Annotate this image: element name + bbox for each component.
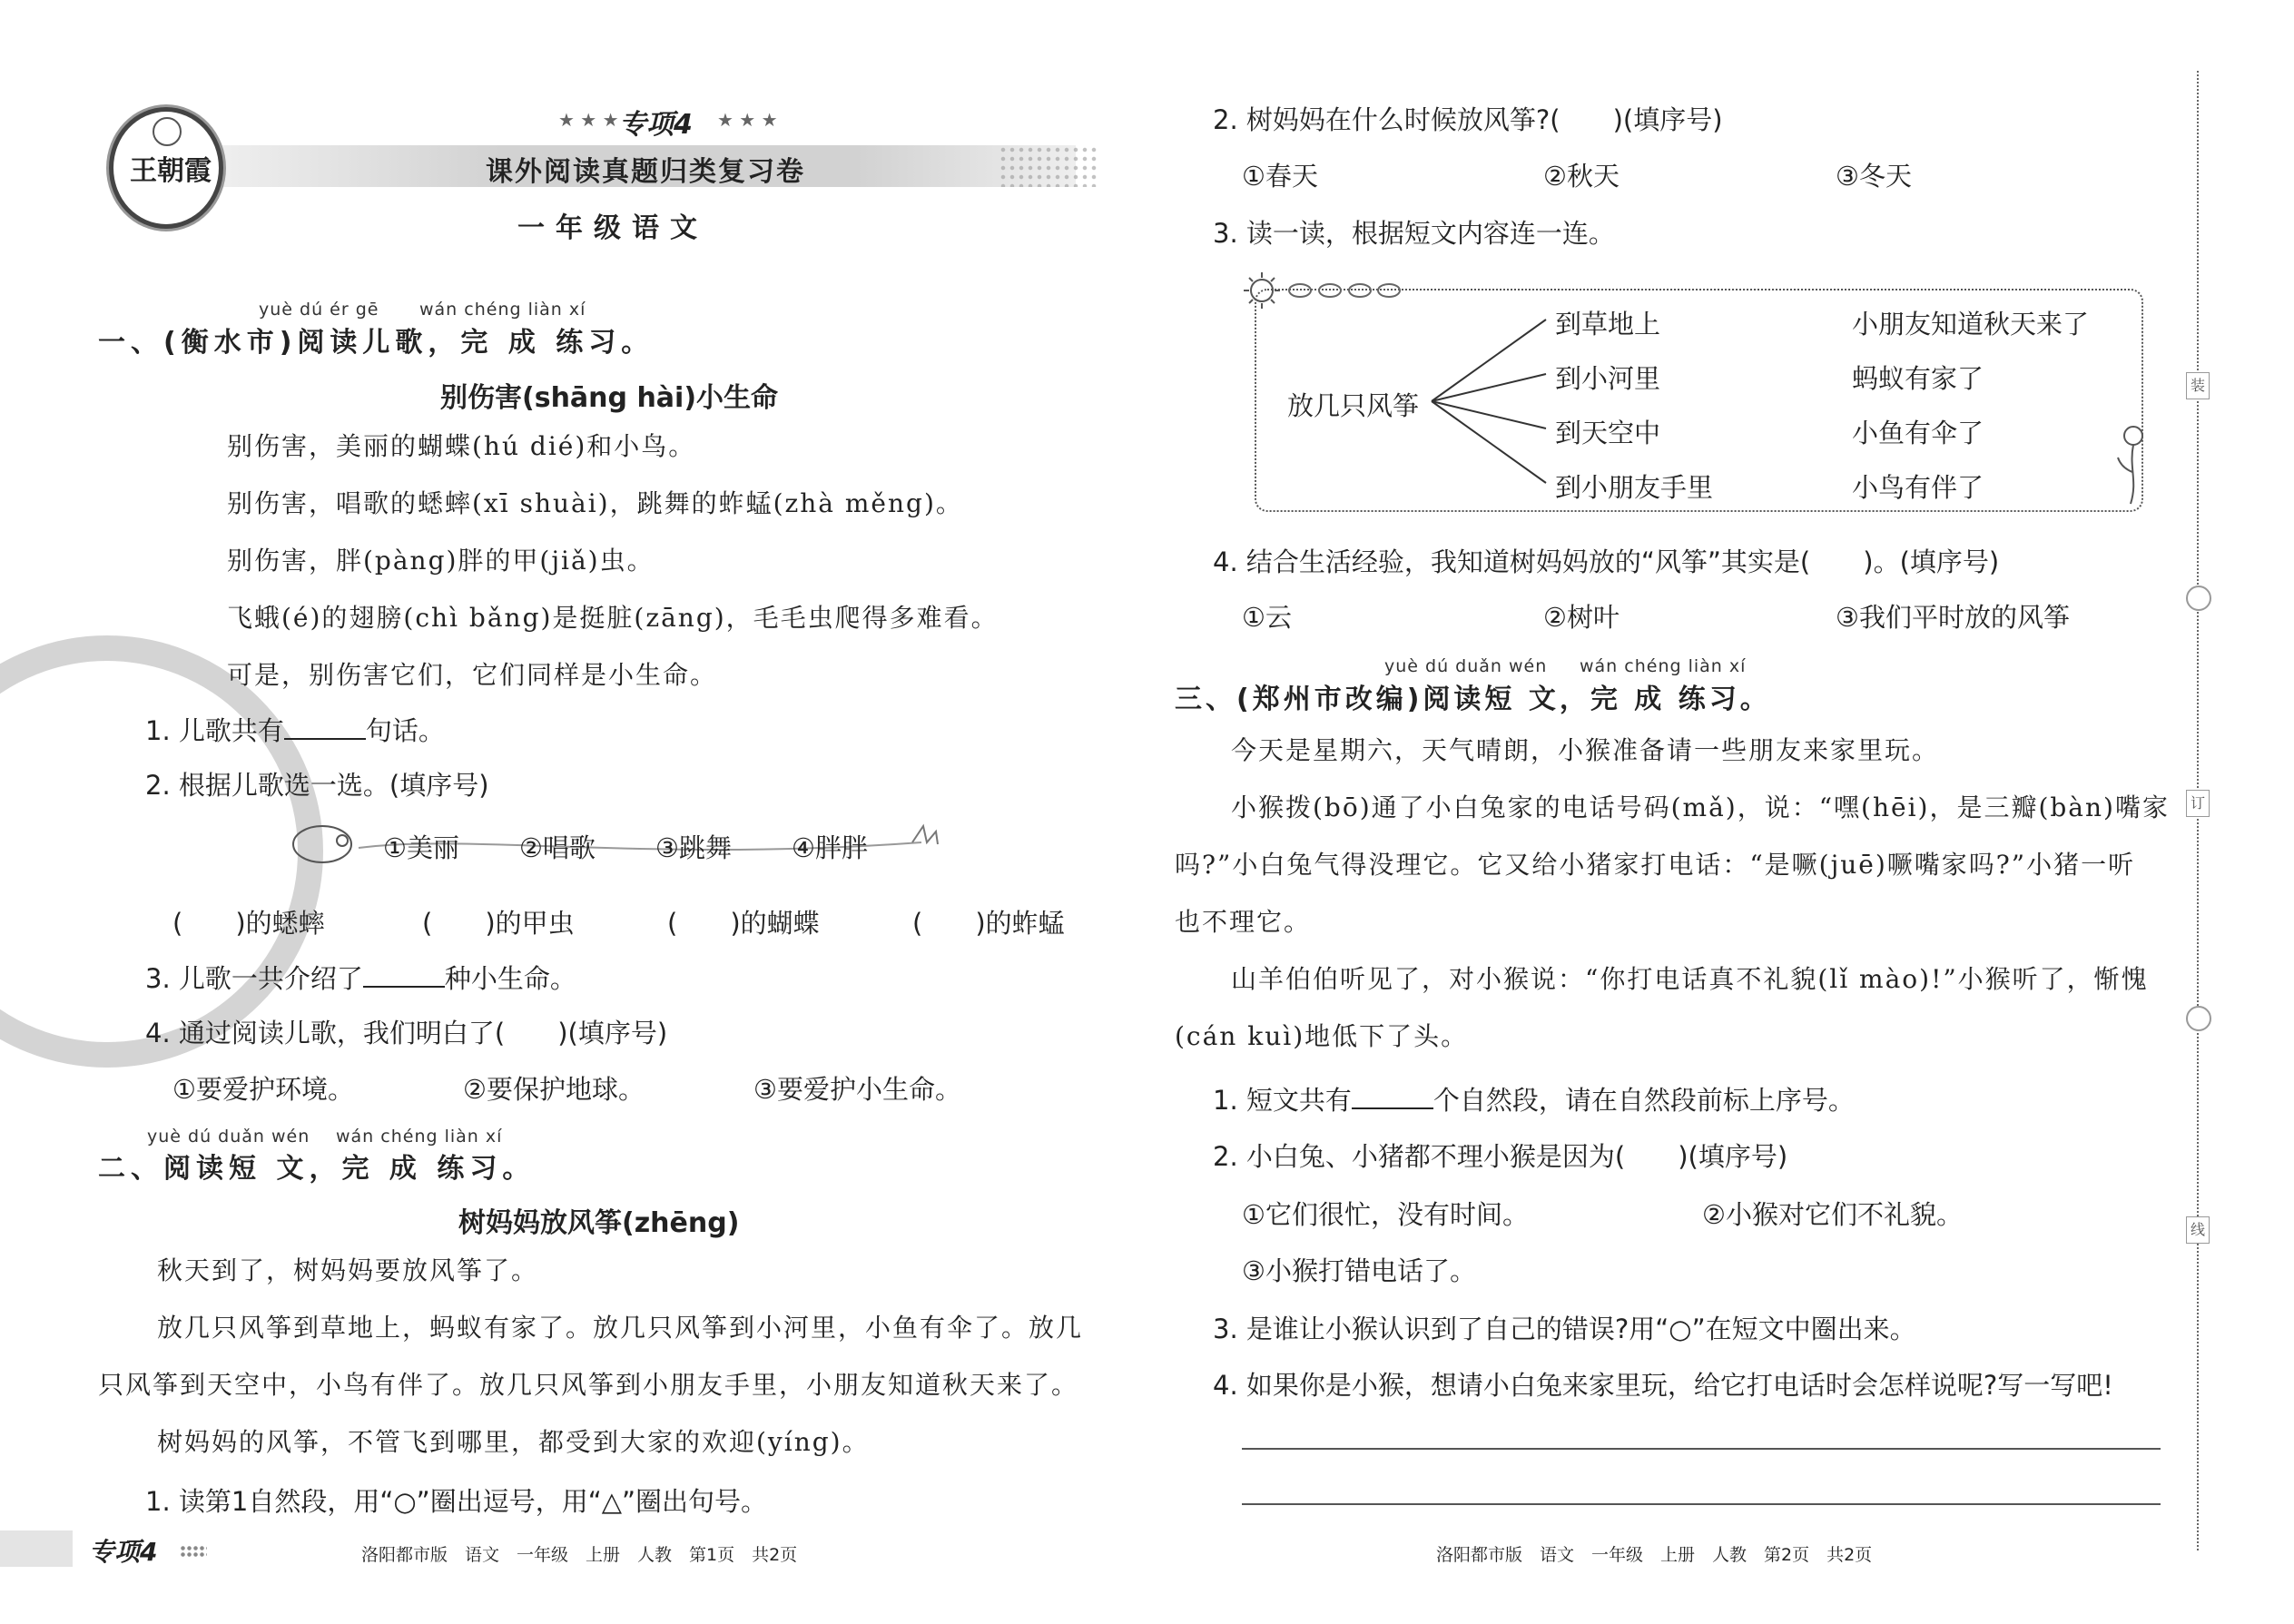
- subject-title: 一年级语文: [517, 212, 708, 244]
- paragraph-cont: 只风筝到天空中，小鸟有伴了。放几只风筝到小朋友手里，小朋友知道秋天来了。: [98, 1370, 1079, 1400]
- s2-q4-option-2: ②树叶: [1543, 602, 1620, 633]
- s2-q1: 1. 读第1自然段，用“○”圈出逗号，用“△”圈出句号。: [145, 1486, 768, 1517]
- s3-q4: 4. 如果你是小猴，想请小白兔来家里玩，给它打电话时会怎样说呢?写一写吧!: [1213, 1370, 2113, 1401]
- s1-q1: 1. 儿歌共有 句话。: [145, 715, 445, 746]
- match-fan-lines: [1430, 309, 1548, 499]
- s2-pinyin-read: yuè dú duǎn wén: [147, 1127, 310, 1147]
- s2-q2-option-2: ②秋天: [1543, 161, 1620, 192]
- paragraph: 今天是星期六，天气晴朗，小猴准备请一些朋友来家里玩。: [1231, 735, 1940, 765]
- paragraph-cont: (cán kuì)地低下了头。: [1175, 1021, 1469, 1051]
- answer-blank[interactable]: [1352, 1088, 1433, 1109]
- s1-q4-option-1: ①要爱护环境。: [172, 1074, 354, 1105]
- s1-poem-title: 别伤害(shāng hài)小生命: [440, 382, 779, 414]
- grass-icon: [912, 826, 938, 844]
- footer-series: 专项4: [89, 1537, 158, 1567]
- s1-q2: 2. 根据儿歌选一选。(填序号): [145, 770, 489, 801]
- poem-line: 飞蛾(é)的翅膀(chì bǎng)是挺脏(zāng)，毛毛虫爬得多难看。: [227, 603, 999, 633]
- s3-heading: 三、(郑州市改编)阅读短 文，完 成 练习。: [1175, 684, 1771, 715]
- footer-tab: [0, 1530, 73, 1567]
- s3-pinyin-read: yuè dú duǎn wén: [1384, 656, 1548, 676]
- answer-blank[interactable]: [284, 718, 366, 740]
- s2-story-title: 树妈妈放风筝(zhēng): [458, 1207, 740, 1239]
- poem-line: 别伤害，胖(pàng)胖的甲(jiǎ)虫。: [227, 546, 655, 576]
- paragraph: 秋天到了，树妈妈要放风筝了。: [157, 1255, 539, 1285]
- banner-title: 课外阅读真题归类复习卷: [486, 156, 805, 188]
- s2-pinyin-complete: wán chéng liàn xí: [336, 1127, 503, 1147]
- paragraph: 小猴拨(bō)通了小白兔家的电话号码(mǎ)，说：“嘿(hēi)，是三瓣(bàn)嘴家: [1231, 792, 2170, 822]
- sun-clouds-decor: [1244, 268, 1407, 313]
- footer-pattern: [180, 1545, 207, 1558]
- logo-text: 王朝霞: [130, 155, 212, 187]
- s2-story: [98, 1242, 1097, 1471]
- margin-tag-zhuang: 装: [2186, 372, 2210, 399]
- s1-heading: 一、(衡水市)阅读儿歌，完 成 练习。: [98, 327, 655, 359]
- s2-q4-option-3: ③我们平时放的风筝: [1836, 602, 2070, 633]
- s3-story: [1175, 722, 2173, 1065]
- match-result-2[interactable]: 蚂蚁有家了: [1852, 363, 1984, 394]
- answer-line[interactable]: [1242, 1503, 2161, 1505]
- match-result-3[interactable]: 小鱼有伞了: [1852, 418, 1984, 448]
- logo-emblem-icon: [153, 117, 182, 146]
- blank-grasshopper[interactable]: ( )的蚱蜢: [912, 908, 1065, 939]
- blank-cricket[interactable]: ( )的蟋蟀: [172, 908, 325, 939]
- s1-q4-option-2: ②要保护地球。: [463, 1074, 645, 1105]
- footer-page-2: 洛阳都市版 语文 一年级 上册 人教 第2页 共2页: [1436, 1545, 1873, 1565]
- margin-knot-icon: [2186, 1006, 2211, 1031]
- publisher-logo: [109, 107, 223, 229]
- margin-knot-icon: [2186, 586, 2211, 611]
- banner-pattern: [999, 145, 1098, 187]
- s1-poem: [227, 418, 999, 704]
- poem-line: 别伤害，美丽的蝴蝶(hú dié)和小鸟。: [227, 431, 696, 461]
- answer-blank[interactable]: [363, 966, 445, 988]
- s1-pinyin-read: yuè dú ér gē: [259, 300, 379, 320]
- s3-q3: 3. 是谁让小猴认识到了自己的错误?用“○”在短文中圈出来。: [1213, 1314, 1916, 1344]
- blank-butterfly[interactable]: ( )的蝴蝶: [667, 908, 820, 939]
- flower-icon: [2111, 418, 2156, 508]
- poem-line: 可是，别伤害它们，它们同样是小生命。: [227, 660, 718, 690]
- s1-q3: 3. 儿歌一共介绍了 种小生命。: [145, 963, 576, 994]
- s3-q2-option-3: ③小猴打错电话了。: [1242, 1255, 1476, 1286]
- margin-tag-ding: 订: [2186, 790, 2210, 817]
- poem-line: 别伤害，唱歌的蟋蟀(xī shuài)，跳舞的蚱蜢(zhà měng)。: [227, 488, 963, 518]
- match-result-1[interactable]: 小朋友知道秋天来了: [1852, 309, 2090, 340]
- match-result-4[interactable]: 小鸟有伴了: [1852, 472, 1984, 503]
- s3-q1: 1. 短文共有 个自然段，请在自然段前标上序号。: [1213, 1085, 1855, 1116]
- option-4: ④胖胖: [792, 832, 868, 863]
- option-2: ②唱歌: [519, 832, 596, 863]
- s2-q2: 2. 树妈妈在什么时候放风筝?( )(填序号): [1213, 104, 1723, 135]
- answer-line[interactable]: [1242, 1448, 2161, 1450]
- margin-tag-xian: 线: [2186, 1216, 2210, 1244]
- footer-page-1: 洛阳都市版 语文 一年级 上册 人教 第1页 共2页: [361, 1545, 798, 1565]
- s2-q2-option-3: ③冬天: [1836, 161, 1912, 192]
- s2-q4: 4. 结合生活经验，我知道树妈妈放的“风筝”其实是( )。(填序号): [1213, 546, 2000, 577]
- sun-icon: [1251, 280, 1273, 301]
- series-stars-left: ★ ★ ★: [558, 109, 619, 131]
- s1-q4: 4. 通过阅读儿歌，我们明白了( )(填序号): [145, 1018, 668, 1048]
- match-middle-4[interactable]: 到小朋友手里: [1555, 472, 1714, 503]
- paragraph: 树妈妈的风筝，不管飞到哪里，都受到大家的欢迎(yíng)。: [157, 1427, 870, 1457]
- paragraph-cont: 吗?”小白兔气得没理它。它又给小猪家打电话：“是噘(juē)噘嘴家吗?”小猪一听: [1175, 850, 2136, 880]
- match-middle-1[interactable]: 到草地上: [1555, 309, 1661, 340]
- s2-heading: 二、阅读短 文，完 成 练习。: [98, 1153, 536, 1185]
- s2-q4-option-1: ①云: [1242, 602, 1292, 633]
- s2-q2-option-1: ①春天: [1242, 161, 1318, 192]
- s1-q4-option-3: ③要爱护小生命。: [753, 1074, 961, 1105]
- s3-pinyin-complete: wán chéng liàn xí: [1580, 656, 1747, 676]
- paragraph-cont: 也不理它。: [1175, 907, 1312, 937]
- blank-beetle[interactable]: ( )的甲虫: [422, 908, 575, 939]
- sheep-icon: [293, 826, 351, 862]
- s2-q3: 3. 读一读，根据短文内容连一连。: [1213, 218, 1615, 249]
- s1-pinyin-complete: wán chéng liàn xí: [419, 300, 586, 320]
- paragraph: 放几只风筝到草地上，蚂蚁有家了。放几只风筝到小河里，小鱼有伞了。放几: [157, 1313, 1084, 1343]
- cloud-icon: [1289, 284, 1311, 297]
- s3-q2: 2. 小白兔、小猪都不理小猴是因为( )(填序号): [1213, 1141, 1788, 1172]
- s3-q2-option-2: ②小猴对它们不礼貌。: [1702, 1199, 1963, 1230]
- s3-q2-option-1: ①它们很忙，没有时间。: [1242, 1199, 1529, 1230]
- match-middle-2[interactable]: 到小河里: [1555, 363, 1661, 394]
- series-label: 专项4: [619, 109, 693, 141]
- option-1: ①美丽: [383, 832, 459, 863]
- paragraph: 山羊伯伯听见了，对小猴说：“你打电话真不礼貌(lǐ mào)!”小猴听了，惭愧: [1231, 964, 2149, 994]
- match-middle-3[interactable]: 到天空中: [1555, 418, 1661, 448]
- series-stars-right: ★ ★ ★: [717, 109, 778, 131]
- option-3: ③跳舞: [655, 832, 732, 863]
- match-center: 放几只风筝: [1287, 390, 1420, 421]
